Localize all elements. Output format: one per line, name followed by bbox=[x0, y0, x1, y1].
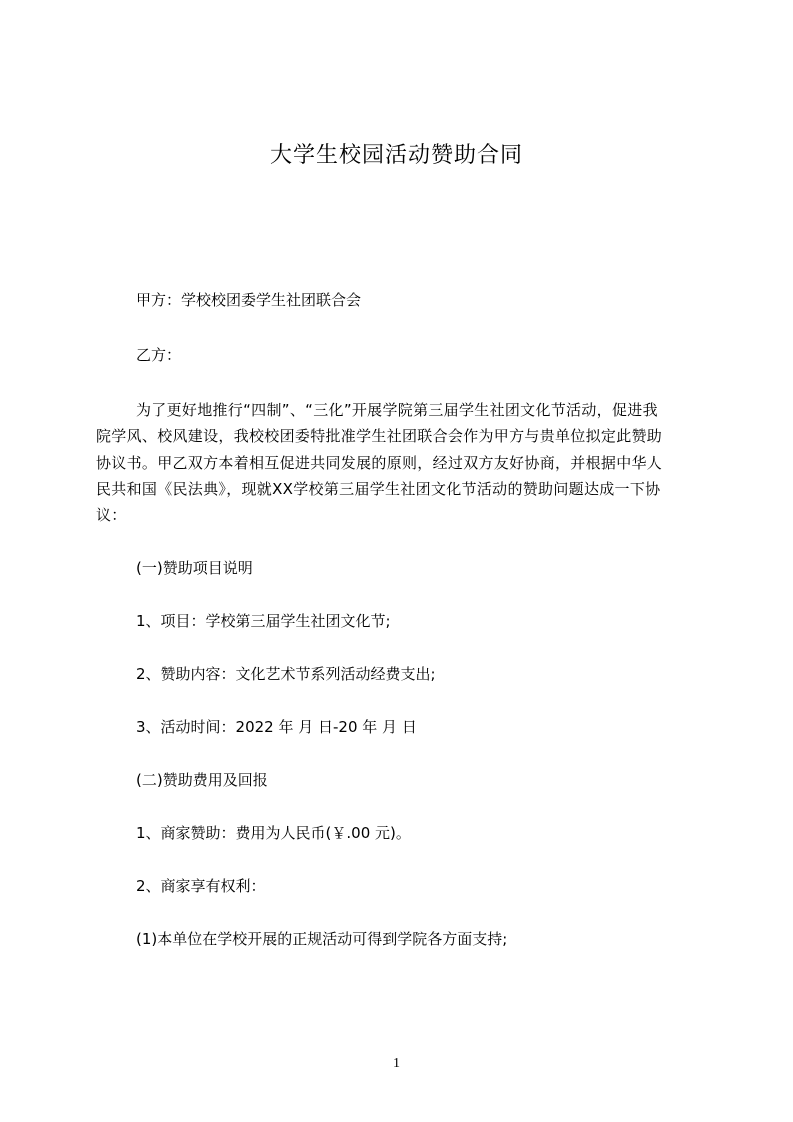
list-item: (1)本单位在学校开展的正规活动可得到学院各方面支持; bbox=[136, 930, 508, 948]
list-item: 1、项目：学校第三届学生社团文化节; bbox=[136, 612, 391, 630]
intro-line: 院学风、校风建设，我校校团委特批准学生社团联合会作为甲方与贵单位拟定此赞助 bbox=[96, 427, 663, 445]
list-item: 3、活动时间：2022 年 月 日-20 年 月 日 bbox=[136, 718, 417, 736]
party-a-line: 甲方：学校校团委学生社团联合会 bbox=[136, 291, 362, 309]
section-heading: (二)赞助费用及回报 bbox=[136, 771, 268, 789]
intro-line: 为了更好地推行“四制”、“三化”开展学院第三届学生社团文化节活动，促进我 bbox=[136, 401, 658, 419]
document-title: 大学生校园活动赞助合同 bbox=[269, 143, 523, 168]
list-item: 2、商家享有权利： bbox=[136, 877, 266, 895]
section-heading: (一)赞助项目说明 bbox=[136, 559, 253, 577]
intro-line: 民共和国《民法典》，现就XX学校第三届学生社团文化节活动的赞助问题达成一下协 bbox=[96, 480, 661, 498]
list-item: 1、商家赞助：费用为人民币(￥.00 元)。 bbox=[136, 824, 411, 842]
intro-line: 议： bbox=[96, 506, 127, 524]
intro-line: 协议书。甲乙双方本着相互促进共同发展的原则，经过双方友好协商，并根据中华人 bbox=[96, 454, 663, 472]
page-number: 1 bbox=[393, 1056, 400, 1071]
party-b-line: 乙方： bbox=[136, 346, 182, 364]
list-item: 2、赞助内容：文化艺术节系列活动经费支出; bbox=[136, 665, 436, 683]
